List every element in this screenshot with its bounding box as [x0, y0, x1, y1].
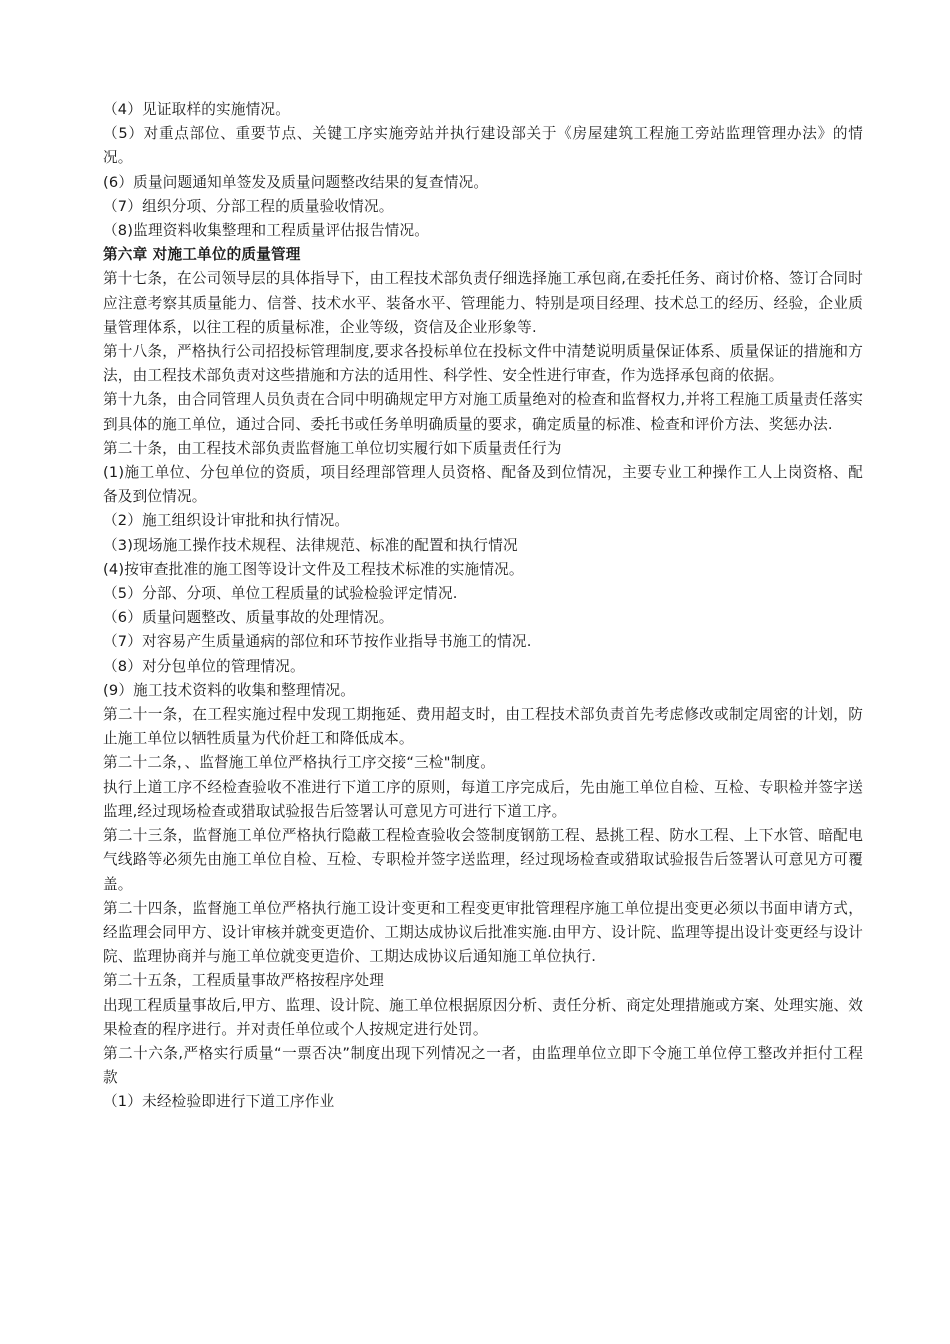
article-19: 第十九条，由合同管理人员负责在合同中明确规定甲方对施工质量绝对的检查和监督权力,并将工程施工质量责任落实到具体的施工单位，通过合同、委托书或任务单明确质量的要求，确定质量的标准、检查和评价方法、奖惩办法.: [103, 391, 863, 433]
article-20-item-6: （6）质量问题整改、质量事故的处理情况。: [103, 609, 394, 627]
article-25: 第二十五条，工程质量事故严格按程序处理: [103, 972, 385, 990]
paragraph-item-5: （5）对重点部位、重要节点、关键工序实施旁站并执行建设部关于《房屋建筑工程施工旁站监理管理办法》的情况。: [103, 125, 863, 167]
article-22-detail: 执行上道工序不经检查验收不准进行下道工序的原则，每道工序完成后，先由施工单位自检、互检、专职检并签字送监理,经过现场检查或猎取试验报告后签署认可意见方可进行下道工序。: [103, 778, 863, 820]
article-20-item-7: （7）对容易产生质量通病的部位和环节按作业指导书施工的情况.: [103, 633, 532, 651]
paragraph-item-7: （7）组织分项、分部工程的质量验收情况。: [103, 197, 394, 215]
document-page: [103, 98, 863, 1115]
article-20-item-3: （3)现场施工操作技术规程、法律规范、标准的配置和执行情况: [103, 536, 518, 554]
article-20-item-2: （2）施工组织设计审批和执行情况。: [103, 512, 350, 530]
chapter-heading: 第六章 对施工单位的质量管理: [103, 246, 301, 264]
article-20: 第二十条，由工程技术部负责监督施工单位切实履行如下质量责任行为: [103, 439, 562, 457]
article-18: 第十八条，严格执行公司招投标管理制度,要求各投标单位在投标文件中清楚说明质量保证体系、质量保证的措施和方法，由工程技术部负责对这些措施和方法的适用性、科学性、安全性进行审查，作为选择承包商的依据。: [103, 343, 863, 385]
article-26: 第二十六条,严格实行质量“一票否决”制度出现下列情况之一者，由监理单位立即下令施工单位停工整改并拒付工程款: [103, 1044, 863, 1087]
paragraph-item-8: （8)监理资料收集整理和工程质量评估报告情况。: [103, 222, 430, 240]
article-25-detail: 出现工程质量事故后,甲方、监理、设计院、施工单位根据原因分析、责任分析、商定处理措施或方案、处理实施、效果检查的程序进行。并对责任单位或个人按规定进行处罚。: [103, 996, 863, 1038]
article-20-item-1: (1)施工单位、分包单位的资质，项目经理部管理人员资格、配备及到位情况，主要专业工种操作工人上岗资格、配备及到位情况。: [103, 464, 863, 506]
article-26-item-1: （1）未经检验即进行下道工序作业: [103, 1093, 335, 1111]
article-20-item-8: （8）对分包单位的管理情况。: [103, 657, 305, 675]
article-23: 第二十三条，监督施工单位严格执行隐蔽工程检查验收会签制度钢筋工程、悬挑工程、防水工程、上下水管、暗配电气线路等必须先由施工单位自检、互检、专职检并签字送监理，经过现场检查或猎取试验报告后签署认可意见方可覆盖。: [103, 827, 863, 893]
article-20-item-9: (9）施工技术资料的收集和整理情况。: [103, 681, 356, 699]
paragraph-item-6: (6）质量问题通知单签发及质量问题整改结果的复查情况。: [103, 173, 489, 191]
article-20-item-5: （5）分部、分项、单位工程质量的试验检验评定情况.: [103, 585, 458, 603]
article-20-item-4: (4)按审查批准的施工图等设计文件及工程技术标准的实施情况。: [103, 560, 524, 578]
article-22: 第二十二条，、监督施工单位严格执行工序交接“三检"制度。: [103, 754, 496, 772]
article-17: 第十七条，在公司领导层的具体指导下，由工程技术部负责仔细选择施工承包商,在委托任务、商讨价格、签订合同时应注意考察其质量能力、信誉、技术水平、装备水平、管理能力、特别是项目经理、技术总工的经历、经验，企业质量管理体系，以往工程的质量标准，企业等级，资信及企业形象等.: [103, 270, 863, 336]
article-24: 第二十四条，监督施工单位严格执行施工设计变更和工程变更审批管理程序施工单位提出变更必须以书面申请方式，经监理会同甲方、设计审核并就变更造价、工期达成协议后批准实施.由甲方、设计院、监理等提出设计变更经与设计院、监理协商并与施工单位就变更造价、工期达成协议后通知施工单位执行.: [103, 899, 863, 966]
paragraph-item-4: （4）见证取样的实施情况。: [103, 101, 291, 118]
article-21: 第二十一条，在工程实施过程中发现工期拖延、费用超支时，由工程技术部负责首先考虑修改或制定周密的计划，防止施工单位以牺牲质量为代价赶工和降低成本。: [103, 706, 863, 748]
